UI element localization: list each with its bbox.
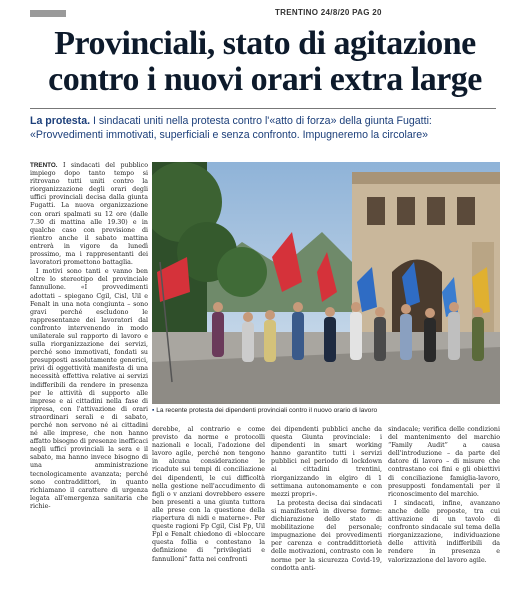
dateline: TRENTO. <box>30 162 58 169</box>
page-header <box>30 8 496 22</box>
protest-photo <box>152 162 500 404</box>
photo-caption <box>152 407 500 414</box>
headline <box>30 26 500 98</box>
headline-line-1: Provinciali, stato di agitazione <box>54 25 476 62</box>
article-column-1 <box>30 162 148 512</box>
page-info: TRENTINO 24/8/20 PAG 20 <box>275 8 382 17</box>
paragraph: derebbe, al contrario e come previsto da norme e protocolli nazionali e locali, l'adozione del lavoro agile, perché non tengono in alcuna considerazione le ricadute sui tempi di conciliazione dei dipendenti, le cui difficoltà nella gestione nell'accudimento di figli o v anziani dovrebbero essere ben presenti a una giunta tuttora alle prese con la questione della riapertura di nidi e materne». Per queste ragioni Fp Cgil, Cisl Fp, Uil Fpl e Fenalt chiedono di «bloccare questa follia e contestano la definizione di “privilegiati e fannulloni” fatta nei confronti <box>152 426 265 563</box>
article-column-2 <box>152 426 265 565</box>
article-column-3 <box>271 426 382 574</box>
standfirst-text: I sindacati uniti nella protesta contro l'«atto di forza» della giunta Fugatti: «Provvedimenti immotivati, superficiali e senza confronto. Impugneremo la circolare» <box>30 115 432 141</box>
headline-line-2: contro i nuovi orari extra large <box>48 61 482 98</box>
paragraph: I motivi sono tanti e vanno ben oltre lo stereotipo del provinciale fannullone. «I provvedimenti adottati – spiegano Cgil, Cisl, Uil e Fenalt in una nota congiunta – sono gravi perché escludono le rappresentanze dei lavoratori dal confronto intervenendo in modo unilaterale sul rapporto di lavoro e sulla riorganizzazione dei servizi, perché sono immotivati, fondati su presupposti assolutamente generici, privi di oggettività manifesta di una necessità effettiva relative ai servizi indifferibili da rendere in presenza per le attività di supporto alle imprese e ai cittadini nella fase di ripresa, con l'attivazione di orari straordinari serali e di sabato, perché non servono né ai cittadini né alle imprese, che non hanno affatto bisogno di presenze inefficaci negli uffici provinciali la sera e il sabato, ma hanno invece bisogno di una amministrazione tecnologicamente avanzata; perché sono contraddittori, in quanto richiamano il carattere di urgenza legata all'emergenza sanitaria che richie- <box>30 268 148 510</box>
caption-bullet: ▪ <box>152 407 155 414</box>
caption-text: La recente protesta dei dipendenti provinciali contro il nuovo orario di lavoro <box>156 407 378 414</box>
standfirst <box>30 114 500 142</box>
section-marker <box>30 10 66 17</box>
paragraph: dei dipendenti pubblici anche da questa Giunta provinciale: i dipendenti in smart working hanno garantito tutti i servizi pubblici nel periodo di lockdown ai cittadini trentini, riorganizzando in elgiro di 1 settimana autonomamente e con mezzi propri». <box>271 426 382 498</box>
divider <box>30 108 496 109</box>
paragraph: I sindacati, infine, avanzano anche delle proposte, tra cui attivazione di un tavolo di confronto sindacale sul tema della riorganizzazione, individuazione delle attività indifferibili da rendere in presenza e valorizzazione del lavoro agile. <box>388 499 500 564</box>
paragraph: La protesta decisa dai sindacati si manifesterà in diverse forme: dichiarazione dello stato di mobilitazione del personale; impugnazione dei provvedimenti per carenza e contraddittorietà delle motivazioni, contrasto con le norme per la sicurezza Covid-19, condotta anti- <box>271 499 382 572</box>
article-column-4 <box>388 426 500 566</box>
kicker: La protesta. <box>30 115 91 127</box>
paragraph: I sindacati del pubblico impiego dopo tanto tempo si ritrovano tutti uniti contro la riorganizzazione degli orari degli uffici provinciali decisa dalla giunta Fugatti. La nuova organizzazione con orari spalmati su 12 ore (dalle 7.30 di mattina alle 19.30) e in qualche caso con previsione di rientro anche il sabato mattina entrerà in vigore da lunedì prossimo, ma i rappresentanti dei lavoratori promettono battaglia. <box>30 162 148 267</box>
paragraph: sindacale; verifica delle condizioni del mantenimento del marchio “Family Audit” a causa dell'introduzione – da parte del datore di lavoro – di misure che contrastano coi fini e gli obiettivi di conciliazione famiglia-lavoro, presupposti fondamentali per il riconoscimento del marchio. <box>388 426 500 498</box>
protest-photo-illustration <box>152 162 500 404</box>
